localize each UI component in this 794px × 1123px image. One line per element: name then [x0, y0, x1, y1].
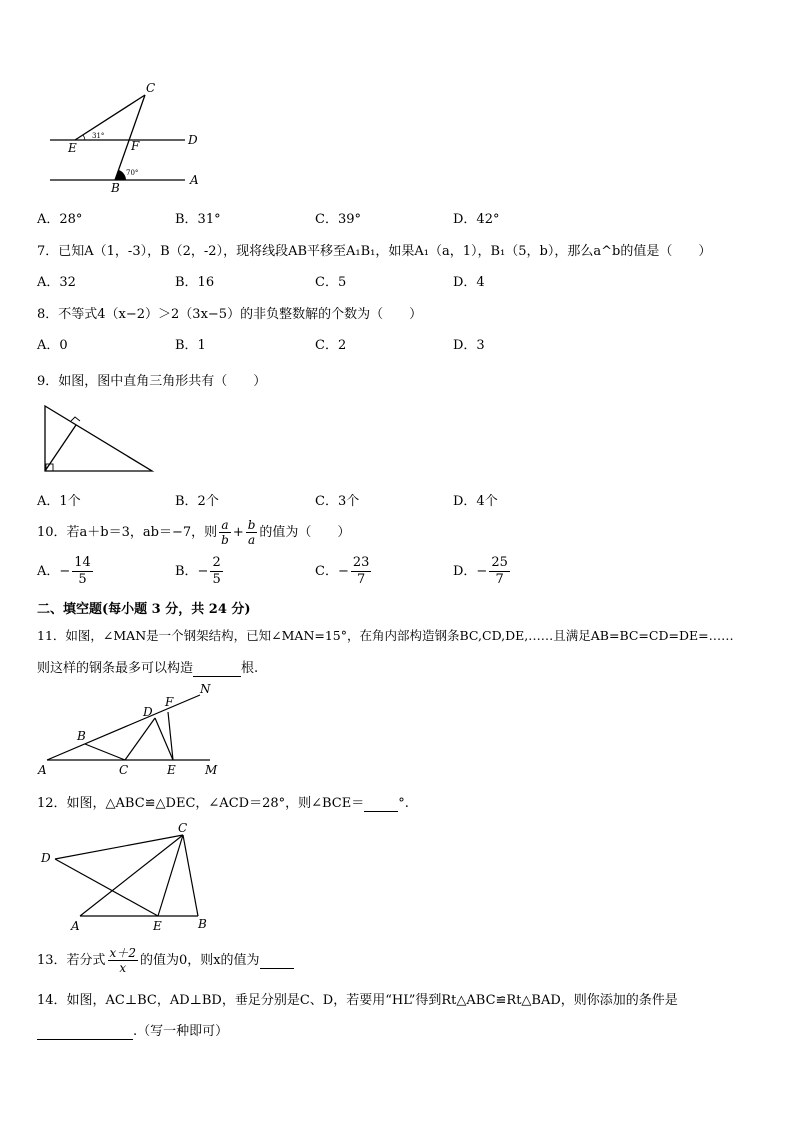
q8-text: 8．不等式4（x−2）＞2（3x−5）的非负整数解的个数为（ ） — [37, 307, 423, 322]
q6-option-d[interactable]: D．42° — [453, 212, 500, 227]
q12-answer-blank[interactable] — [364, 796, 398, 812]
svg-text:A: A — [71, 919, 80, 933]
q9-option-c[interactable]: C．3个 — [315, 494, 360, 509]
label-a: A — [190, 173, 199, 187]
q11-answer-blank[interactable] — [193, 661, 241, 677]
svg-text:E: E — [167, 763, 176, 777]
line-ec — [75, 95, 145, 140]
figure-q6 — [40, 80, 210, 195]
q9-option-b[interactable]: B．2个 — [175, 494, 219, 509]
q10-fraction-a-over-b: $\frac{a}{b}$ — [221, 518, 229, 547]
angle-31-label: 31° — [92, 132, 105, 140]
q7-option-a[interactable]: A．32 — [37, 275, 76, 290]
q7-option-b[interactable]: B．16 — [175, 275, 215, 290]
label-c: C — [146, 81, 156, 95]
q11-line2: 则这样的钢条最多可以构造 根. — [37, 661, 259, 676]
line-bc — [115, 95, 145, 180]
svg-text:M: M — [205, 763, 218, 777]
svg-text:B: B — [77, 729, 86, 743]
svg-text:N: N — [200, 682, 211, 696]
label-e: E — [68, 141, 77, 155]
q13-text: 13．若分式 $\frac{x+2}{x}$ 的值为0，则x的值为 — [37, 946, 294, 975]
label-f: F — [131, 139, 140, 153]
q7-option-c[interactable]: C．5 — [315, 275, 347, 290]
q14-line1: 14．如图，AC⊥BC，AD⊥BD，垂足分别是C、D，若要用“HL”得到Rt△ABC≌Rt△BAD，则你添加的条件是 — [37, 993, 678, 1008]
label-b: B — [111, 181, 120, 195]
svg-text:A: A — [38, 763, 47, 777]
q9-option-d[interactable]: D．4个 — [453, 494, 498, 509]
svg-text:C: C — [119, 763, 129, 777]
q6-option-c[interactable]: C．39° — [315, 212, 361, 227]
q10-prefix: 10．若a＋b＝3，ab＝−7，则 — [37, 525, 218, 540]
figure-q9 — [40, 403, 160, 475]
q14-line2: .（写一种即可） — [37, 1020, 228, 1040]
q8-option-d[interactable]: D．3 — [453, 338, 485, 353]
q10-suffix: 的值为（ ） — [259, 525, 351, 540]
section-2-title: 二、填空题(每小题 3 分，共 24 分) — [37, 602, 251, 617]
q10-option-c[interactable]: C．− $\frac{23}{7}$ — [315, 555, 370, 587]
svg-text:D: D — [143, 705, 153, 719]
q10-fraction-b-over-a: $\frac{b}{a}$ — [247, 518, 256, 547]
figure-q11 — [35, 680, 235, 780]
svg-text:F: F — [165, 695, 174, 709]
q11-line1: 11．如图，∠MAN是一个钢架结构，已知∠MAN=15°，在角内部构造钢条BC,CD,DE,……且满足AB=BC=CD=DE=…… — [37, 628, 734, 643]
svg-text:D: D — [41, 851, 51, 865]
q14-answer-blank[interactable] — [37, 1024, 133, 1040]
svg-text:B: B — [198, 917, 207, 931]
q13-fraction: $\frac{x+2}{x}$ — [109, 946, 136, 975]
q8-option-a[interactable]: A．0 — [37, 338, 68, 353]
q13-answer-blank[interactable] — [260, 953, 294, 969]
q10-option-b[interactable]: B．− $\frac{2}{5}$ — [175, 555, 221, 587]
q9-text: 9．如图，图中直角三角形共有（ ） — [37, 374, 267, 389]
q12-text: 12．如图，△ABC≌△DEC，∠ACD＝28°，则∠BCE＝ °. — [37, 796, 409, 811]
q8-option-b[interactable]: B．1 — [175, 338, 206, 353]
q6-option-b[interactable]: B．31° — [175, 212, 221, 227]
svg-text:C: C — [178, 821, 188, 835]
q9-option-a[interactable]: A．1个 — [37, 494, 81, 509]
q10-plus: + — [232, 525, 244, 540]
q10-option-a[interactable]: A．− $\frac{14}{5}$ — [37, 555, 91, 587]
svg-text:E: E — [153, 919, 162, 933]
q7-text: 7．已知A（1，-3），B（2，-2），现将线段AB平移至A₁B₁，如果A₁（a，1），B₁（5，b），那么a^b的值是（ ） — [37, 244, 712, 259]
q7-option-d[interactable]: D．4 — [453, 275, 485, 290]
q8-option-c[interactable]: C．2 — [315, 338, 347, 353]
q6-option-a[interactable]: A．28° — [37, 212, 83, 227]
q10-text — [37, 518, 350, 547]
q10-option-d[interactable]: D．− $\frac{25}{7}$ — [453, 555, 508, 587]
figure-q12 — [38, 818, 213, 933]
label-d: D — [188, 133, 198, 147]
angle-70-label: 70° — [126, 169, 139, 177]
